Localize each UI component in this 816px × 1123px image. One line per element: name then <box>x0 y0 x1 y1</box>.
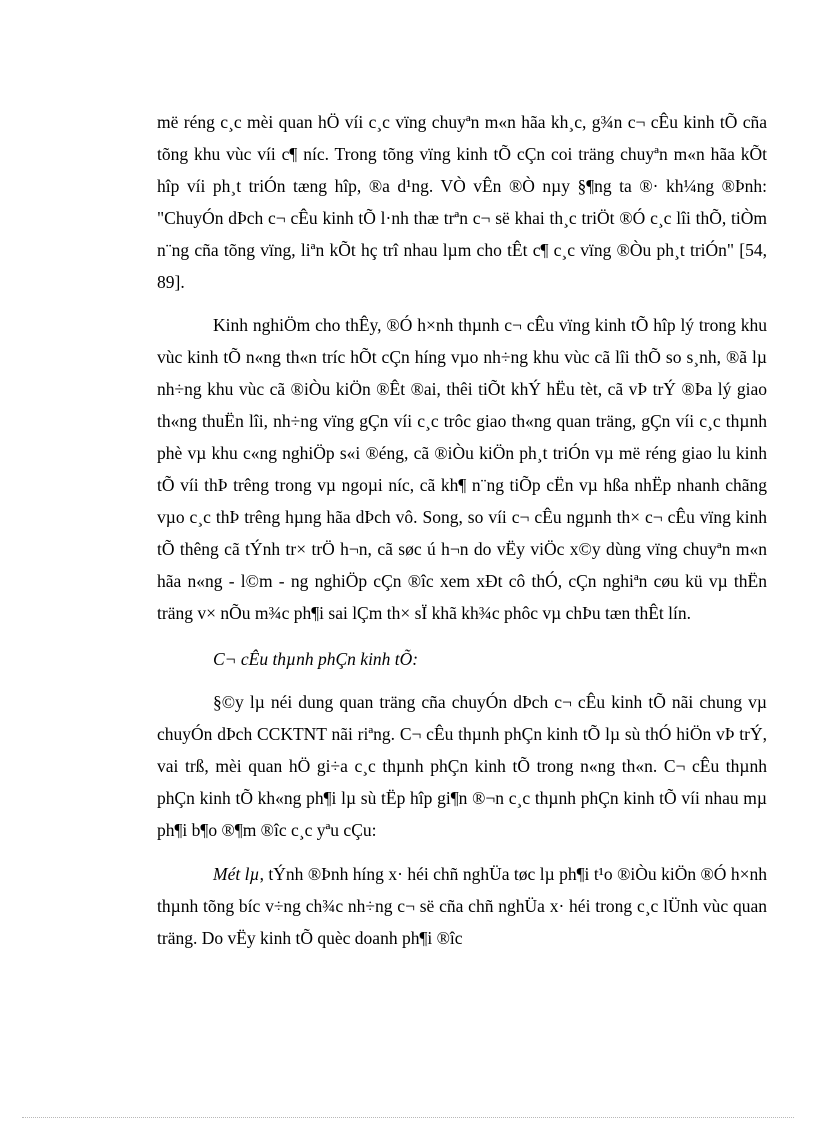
document-page <box>157 107 767 955</box>
paragraph-4-body: , tÝnh ®Þnh híng x· héi chñ nghÜa tøc lµ ph¶i t¹o ®iÒu kiÖn ®Ó h×nh thµnh tõng bíc v÷ng ch¾c nh÷ng c¬ së cña chñ nghÜa x· héi trong c¸c lÜnh vùc quan träng. Do vËy kinh tÕ quèc doanh ph¶i ®îc <box>157 863 767 948</box>
paragraph-3: §©y lµ néi dung quan träng cña chuyÓn dÞch c¬ cÊu kinh tÕ nãi chung vµ chuyÓn dÞch CCKTNT nãi riªng. C¬ cÊu thµnh phÇn kinh tÕ lµ sù thÓ hiÖn vÞ trÝ, vai trß, mèi quan hÖ gi÷a c¸c thµnh phÇn kinh tÕ trong n«ng th«n. C¬ cÊu thµnh phÇn kinh tÕ kh«ng ph¶i lµ sù tËp hîp gi¶n ®¬n c¸c thµnh phÇn kinh tÕ víi nhau mµ ph¶i b¶o ®¶m ®îc c¸c yªu cÇu: <box>157 692 767 841</box>
paragraph-1: më réng c¸c mèi quan hÖ víi c¸c vïng chuyªn m«n hãa kh¸c, g¾n c¬ cÊu kinh tÕ cña tõng khu vùc víi c¶ níc. Trong tõng vïng kinh tÕ cÇn coi träng chuyªn m«n hãa kÕt hîp víi ph¸t triÓn tæng hîp, ®a d¹ng. VÒ vÊn ®Ò nµy §¶ng ta ®· kh¼ng ®Þnh: "ChuyÓn dÞch c¬ cÊu kinh tÕ l·nh thæ trªn c¬ së khai th¸c triÖt ®Ó c¸c lîi thÕ, tiÒm n¨ng cña tõng vïng, liªn kÕt hç trî nhau lµm cho tÊt c¶ c¸c vïng ®Òu ph¸t triÓn" [54, 89]. <box>157 112 767 292</box>
paragraph-4 <box>157 859 767 955</box>
paragraph-2: Kinh nghiÖm cho thÊy, ®Ó h×nh thµnh c¬ cÊu vïng kinh tÕ hîp lý trong khu vùc kinh tÕ n«ng th«n tríc hÕt cÇn híng vµo nh÷ng khu vùc cã lîi thÕ so s¸nh, ®ã lµ nh÷ng khu vùc cã ®iÒu kiÖn ®Êt ®ai, thêi tiÕt khÝ hËu tèt, cã vÞ trÝ ®Þa lý giao th«ng thuËn lîi, nh÷ng vïng gÇn víi c¸c trôc giao th«ng quan träng, gÇn víi c¸c thµnh phè vµ khu c«ng nghiÖp s«i ®éng, cã ®iÒu kiÖn ph¸t triÓn vµ më réng giao lu kinh tÕ víi thÞ trêng trong vµ ngoµi níc, cã kh¶ n¨ng tiÕp cËn vµ hßa nhËp nhanh chãng vµo c¸c thÞ trêng hµng hãa dÞch vô. Song, so víi c¬ cÊu ngµnh th× c¬ cÊu vïng kinh tÕ thêng cã tÝnh tr× trÖ h¬n, cã søc ú h¬n do vËy viÖc x©y dùng vïng chuyªn m«n hãa n«ng - l©m - ng nghiÖp cÇn ®îc xem xÐt cô thÓ, cÇn nghiªn cøu kü vµ thËn träng v× nÕu m¾c ph¶i sai lÇm th× sÏ khã kh¾c phôc vµ chÞu tæn thÊt lín. <box>157 315 767 623</box>
paragraph-4-lead: Mét lµ <box>213 863 260 884</box>
page-bottom-divider <box>22 1117 794 1118</box>
section-heading: C¬ cÊu thµnh phÇn kinh tÕ: <box>213 648 419 669</box>
